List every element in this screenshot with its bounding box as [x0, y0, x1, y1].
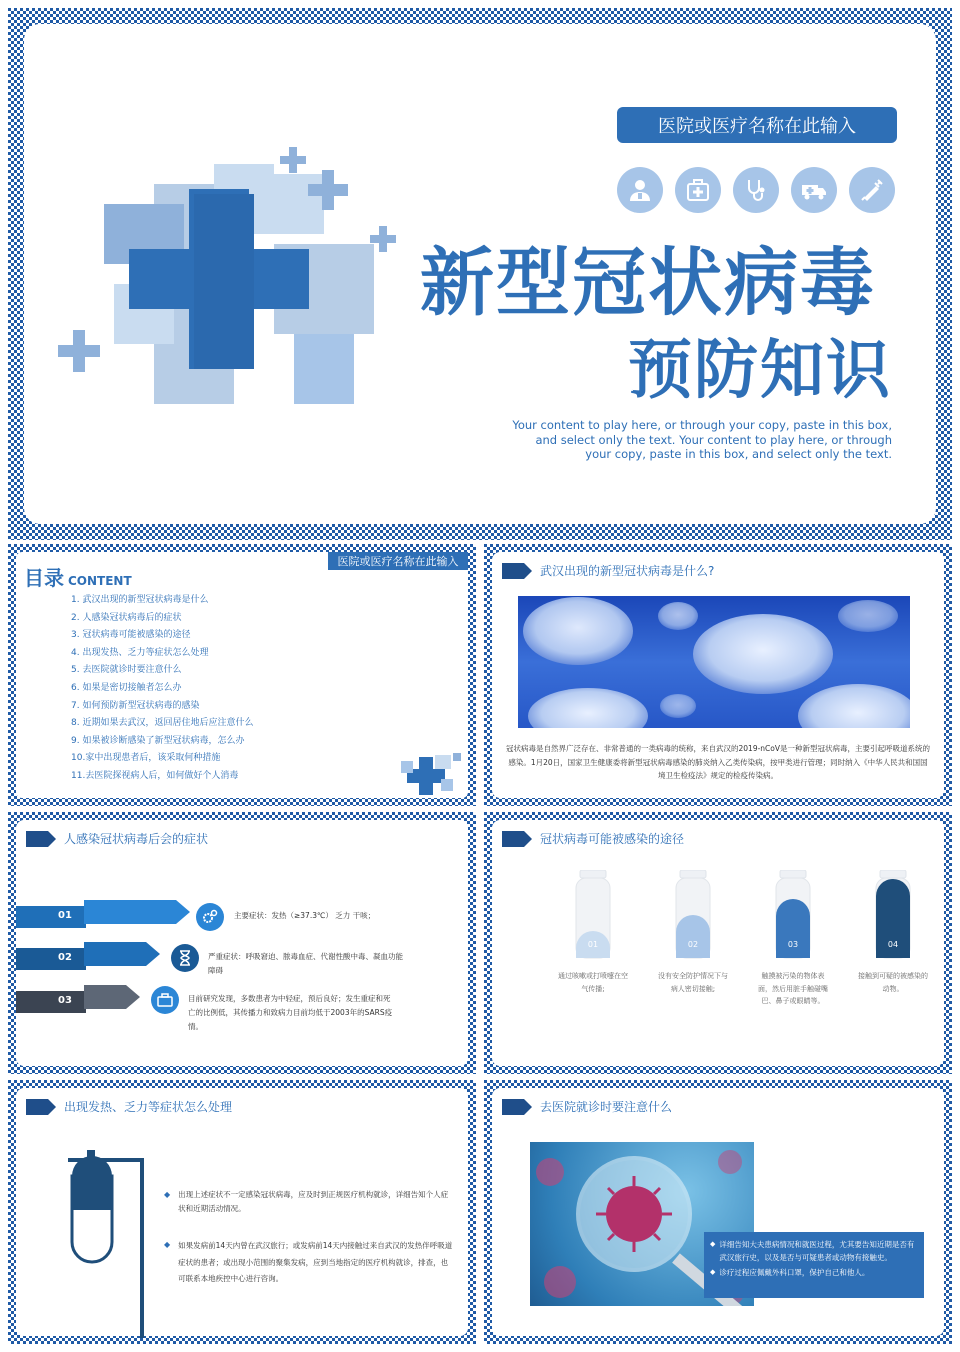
bottle-text: 没有安全防护情况下与病人密切接触;: [658, 972, 728, 993]
symptom-text-1: 主要症状：发热（≥37.3℃） 乏力 干咳；: [234, 911, 376, 920]
bottle-4: [848, 870, 938, 1050]
toc-item[interactable]: 8. 近期如果去武汉，返回居住地后应注意什么: [71, 718, 254, 729]
diamond-bullet-icon: ◆: [164, 1190, 171, 1199]
bottle-text: 触摸被污染的物体表面，然后用脏手触碰嘴巴、鼻子或眼睛等。: [758, 972, 828, 1005]
toc-item[interactable]: 11.去医院探视病人后，如何做好个人消毒: [71, 770, 239, 781]
bottle-num: 01: [587, 940, 599, 949]
diamond-bullet-icon: ◆: [710, 1268, 716, 1276]
stethoscope-icon: [733, 167, 779, 213]
toc-slide-frame: [8, 544, 476, 806]
hourglass-icon: [171, 944, 199, 972]
plus-icon: [308, 170, 348, 210]
fever-point-text: 出现上述症状不一定感染冠状病毒，应及时到正规医疗机构就诊，详细告知个人症状和近期活动情况。: [178, 1190, 449, 1213]
syringe-icon: [849, 167, 895, 213]
toc-title-cn: 目录: [24, 566, 64, 590]
toc-item[interactable]: 9. 如果被诊断感染了新型冠状病毒，怎么办: [71, 735, 245, 746]
toc-item[interactable]: 6. 如果是密切接触者怎么办: [71, 682, 182, 693]
bottle-1: [548, 870, 638, 1050]
hospital-point-2: [710, 1266, 918, 1279]
symptom-num-2: 02: [58, 952, 72, 963]
medical-cross-decoration: [401, 747, 471, 797]
routes-slide-frame: [484, 812, 952, 1074]
hospital-point-1: [710, 1238, 918, 1264]
diamond-bullet-icon: ◆: [710, 1240, 716, 1248]
bottle-3: [748, 870, 838, 1050]
fever-slide: [16, 1088, 468, 1336]
cover-slide-frame: [8, 8, 952, 540]
plus-icon: [370, 226, 396, 252]
slide-heading: 武汉出现的新型冠状病毒是什么?: [540, 564, 715, 578]
wuhan-body-text: 冠状病毒是自然界广泛存在、非常普通的一类病毒的统称，来自武汉的2019-nCoV是一种新型冠状病毒，主要引起呼吸道系统的感染。1月20日，国家卫生健康委将新型冠状病毒感染的肺炎纳入乙类传染病，按甲类进行管理；同时纳入《中华人民共和国国境卫生检疫法》规定的检疫传染病。: [506, 744, 930, 780]
cover-description: Your content to play here, or through your copy, paste in this box, and select only the text. Your content to play here, or through your copy, paste in this box, and select only the text.: [512, 418, 892, 461]
section-tag-icon: [502, 563, 524, 579]
toc-item[interactable]: 7. 如何预防新型冠状病毒的感染: [71, 700, 200, 711]
hospital-point-text: 诊疗过程应佩戴外科口罩，保护自己和他人。: [719, 1268, 870, 1277]
section-tag-icon: [26, 831, 48, 847]
hospital-point-text: 详细告知大夫患病情况和就医过程，尤其要告知近期是否有武汉旅行史，以及是否与可疑患者或动物有接触史。: [719, 1240, 915, 1262]
diamond-bullet-icon: ◆: [164, 1240, 171, 1249]
bottle-num: 04: [887, 940, 899, 949]
hospital-slide-frame: [484, 1080, 952, 1344]
section-tag-icon: [26, 1099, 48, 1115]
bottle-num: 02: [687, 940, 699, 949]
routes-slide: [492, 820, 944, 1066]
symptoms-slide-frame: [8, 812, 476, 1074]
fever-point-text: 如果发病前14天内曾在武汉旅行；或发病前14天内接触过来自武汉的发热伴呼吸道症状的患者；或出现小范围的聚集发病，应到当地指定的医疗机构就诊，排查，也可联系本地疾控中心进行咨询。: [178, 1241, 453, 1283]
hospital-slide: [492, 1088, 944, 1336]
toc-item[interactable]: 3. 冠状病毒可能被感染的途径: [71, 630, 191, 641]
doctor-icon: [617, 167, 663, 213]
virus-image: [518, 596, 910, 728]
fever-point-2: [164, 1238, 454, 1288]
hospital-name-label: 医院或医疗名称在此输入: [617, 107, 897, 143]
hospital-notes-box: [704, 1232, 924, 1298]
toc-slide: [16, 552, 468, 798]
toc-item[interactable]: 1. 武汉出现的新型冠状病毒是什么: [71, 595, 209, 605]
fever-slide-frame: [8, 1080, 476, 1344]
ambulance-icon: [791, 167, 837, 213]
plus-icon: [58, 330, 100, 372]
symptom-num-1: 01: [58, 910, 72, 921]
section-tag-icon: [502, 1099, 524, 1115]
slide-heading: 去医院就诊时要注意什么: [540, 1100, 673, 1114]
bottle-2: [648, 870, 738, 1050]
toc-item[interactable]: 5. 去医院就诊时要注意什么: [71, 665, 182, 676]
toc-title: [24, 562, 132, 591]
wuhan-slide-frame: [484, 544, 952, 806]
symptoms-slide: [16, 820, 468, 1066]
wuhan-slide: [492, 552, 944, 798]
toc-list: [71, 592, 253, 786]
section-tag-icon: [502, 831, 524, 847]
toc-item[interactable]: 2. 人感染冠状病毒后的症状: [71, 612, 182, 623]
medical-cross-decoration: [74, 144, 414, 444]
toc-hospital-label: 医院或医疗名称在此输入: [328, 552, 468, 570]
toc-item[interactable]: 10.家中出现患者后，该采取何种措施: [71, 753, 221, 764]
symptom-text-2: 严重症状：呼吸窘迫、脓毒血症、代谢性酸中毒、凝血功能障碍: [208, 952, 403, 975]
slide-heading: 出现发热、乏力等症状怎么处理: [64, 1100, 233, 1114]
briefcase-icon: [151, 986, 179, 1014]
cover-slide: [24, 24, 936, 524]
cover-title-line2: 预防知识: [628, 334, 892, 408]
first-aid-kit-icon: [675, 167, 721, 213]
iv-drip-icon: [56, 1148, 156, 1338]
gears-icon: [196, 903, 224, 931]
plus-icon: [280, 147, 306, 173]
fever-point-1: [164, 1188, 454, 1216]
cover-title-line1: 新型冠状病毒: [420, 240, 876, 326]
slide-heading: 冠状病毒可能被感染的途径: [540, 832, 685, 846]
toc-item[interactable]: 4. 出现发热、乏力等症状怎么处理: [71, 647, 209, 658]
symptom-num-3: 03: [58, 995, 72, 1006]
symptom-text-3: 目前研究发现，多数患者为中轻症，预后良好；发生重症和死亡的比例低，其传播力和致病力目前均低于2003年的SARS疫情。: [188, 994, 393, 1031]
slide-heading: 人感染冠状病毒后会的症状: [64, 832, 209, 846]
bottle-text: 接触到可疑的被感染的动物。: [858, 972, 928, 993]
toc-title-en: CONTENT: [68, 574, 132, 588]
bottle-num: 03: [787, 940, 799, 949]
bottle-text: 通过咳嗽或打喷嚏在空气传播;: [558, 972, 628, 993]
